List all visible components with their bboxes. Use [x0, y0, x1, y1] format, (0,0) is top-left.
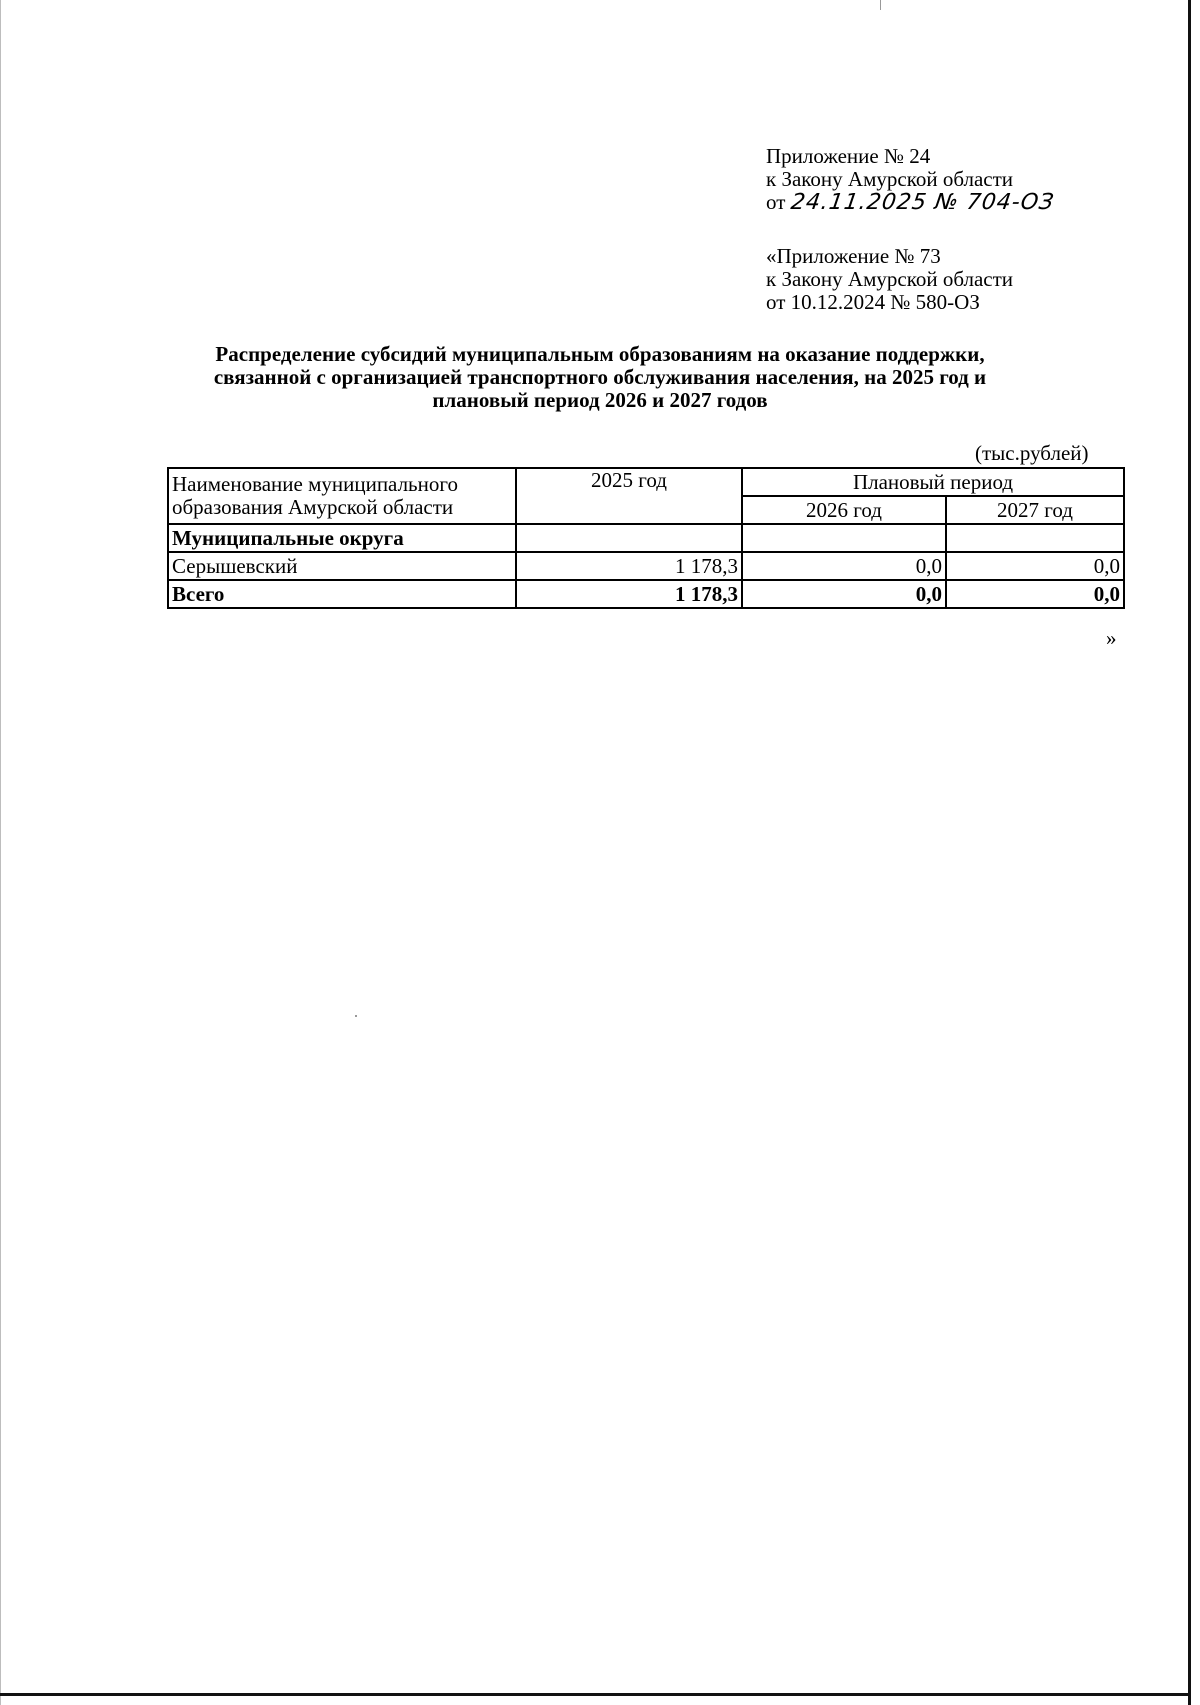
appendix-header-old: [766, 245, 1013, 314]
section-label: Муниципальные округа: [168, 524, 516, 552]
total-label: Всего: [168, 580, 516, 608]
header-planned-period: Плановый период: [742, 468, 1124, 496]
table-section-row: [168, 524, 1124, 552]
appendix-new-number: Приложение № 24: [766, 144, 931, 168]
scan-right-border: [1188, 0, 1191, 1705]
appendix-new-date-prefix: от: [766, 190, 786, 214]
section-empty-2026: [742, 524, 946, 552]
header-year-2025: 2025 год: [516, 468, 742, 524]
table-header-row-1: [168, 468, 1124, 496]
document-title-line2: связанной с организацией транспортного обслуживания населения, на 2025 год и: [213, 365, 987, 389]
scan-left-edge: [0, 0, 1, 1705]
unit-note: (тыс.рублей): [975, 441, 1089, 465]
total-value-2026: 0,0: [742, 580, 946, 608]
row-value-2027: 0,0: [946, 552, 1124, 580]
header-name-line2: образования Амурской области: [172, 495, 454, 519]
appendix-new-law: к Закону Амурской области: [766, 167, 1014, 191]
total-value-2025: 1 178,3: [516, 580, 742, 608]
appendix-old-law: к Закону Амурской области: [766, 267, 1014, 291]
section-empty-2027: [946, 524, 1124, 552]
scan-tick-mark: [880, 0, 881, 10]
subsidy-table: [167, 467, 1125, 609]
closing-quote: »: [1106, 626, 1117, 650]
appendix-old-number: «Приложение № 73: [766, 244, 941, 268]
total-value-2027: 0,0: [946, 580, 1124, 608]
appendix-header-new: [766, 145, 1054, 214]
appendix-old-date: от 10.12.2024 № 580-ОЗ: [766, 290, 980, 314]
handwritten-date-number: 24.11.2025 № 704-ОЗ: [788, 190, 1056, 215]
row-value-2025: 1 178,3: [516, 552, 742, 580]
scan-bottom-border: [0, 1693, 1191, 1696]
table-row: [168, 552, 1124, 580]
appendix-new-date-line: [766, 191, 1054, 214]
document-title: [150, 343, 1050, 412]
table-total-row: [168, 580, 1124, 608]
row-name: Серышевский: [168, 552, 516, 580]
scan-speck: [355, 1015, 357, 1017]
row-value-2026: 0,0: [742, 552, 946, 580]
header-name-cell: [168, 468, 516, 524]
header-name-line1: Наименование муниципального: [172, 472, 458, 496]
header-year-2027: 2027 год: [946, 496, 1124, 524]
document-title-line3: плановый период 2026 и 2027 годов: [432, 388, 768, 412]
document-title-line1: Распределение субсидий муниципальным образованиям на оказание поддержки,: [215, 342, 985, 366]
header-year-2026: 2026 год: [742, 496, 946, 524]
section-empty-2025: [516, 524, 742, 552]
